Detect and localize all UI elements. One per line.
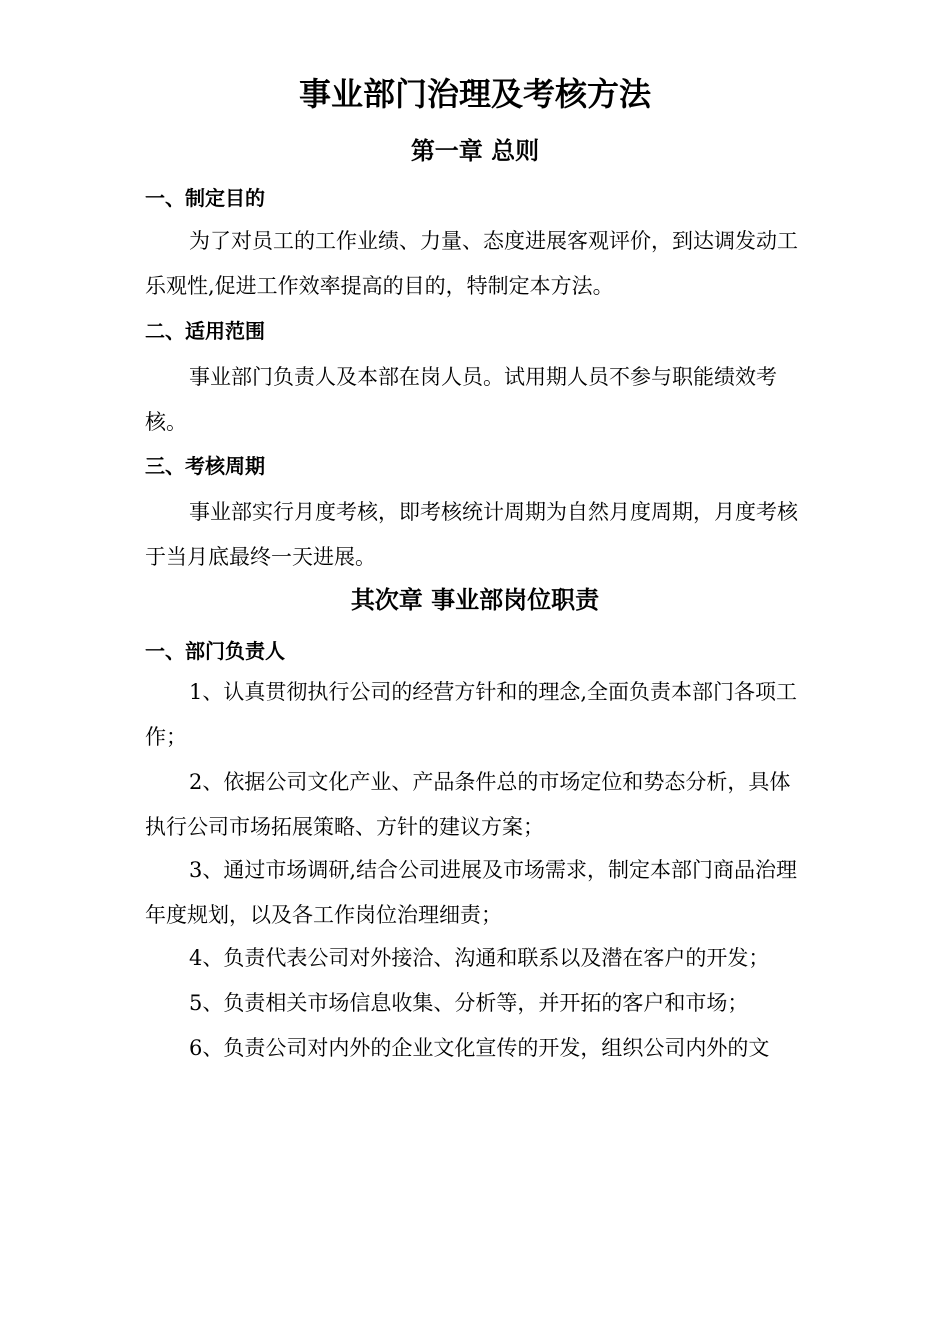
duty-item-2: 2、依据公司文化产业、产品条件总的市场定位和势态分析，具体执行公司市场拓展策略、方针的建议方案； [145, 770, 791, 839]
duty-item-3: 3、通过市场调研,结合公司进展及市场需求，制定本部门商品治理年度规划，以及各工作岗位治理细责； [145, 858, 798, 927]
duty-item-1: 1、认真贯彻执行公司的经营方针和的理念,全面负责本部门各项工作； [145, 680, 798, 749]
section-cycle-text: 事业部实行月度考核，即考核统计周期为自然月度周期，月度考核于当月底最终一天进展。 [145, 500, 798, 569]
chapter-1-title: 第一章 总则 [410, 137, 540, 165]
section-purpose-text: 为了对员工的工作业绩、力量、态度进展客观评价，到达调发动工乐观性,促进工作效率提高的目的，特制定本方法。 [145, 229, 798, 298]
chapter-2-title: 其次章 事业部岗位职责 [350, 586, 600, 614]
duty-item-6: 6、负责公司对内外的企业文化宣传的开发，组织公司内外的文 [189, 1036, 770, 1060]
section-scope-heading: 二、适用范围 [145, 319, 265, 343]
section-head-heading: 一、部门负责人 [145, 639, 285, 663]
section-cycle-heading: 三、考核周期 [145, 454, 265, 478]
section-purpose-heading: 一、制定目的 [145, 186, 265, 210]
duty-item-5: 5、负责相关市场信息收集、分析等，并开拓的客户和市场； [189, 991, 749, 1015]
section-scope-text: 事业部门负责人及本部在岗人员。试用期人员不参与职能绩效考核。 [145, 365, 777, 434]
document-title: 事业部门治理及考核方法 [298, 75, 651, 113]
duty-item-4: 4、负责代表公司对外接洽、沟通和联系以及潜在客户的开发； [189, 946, 770, 970]
